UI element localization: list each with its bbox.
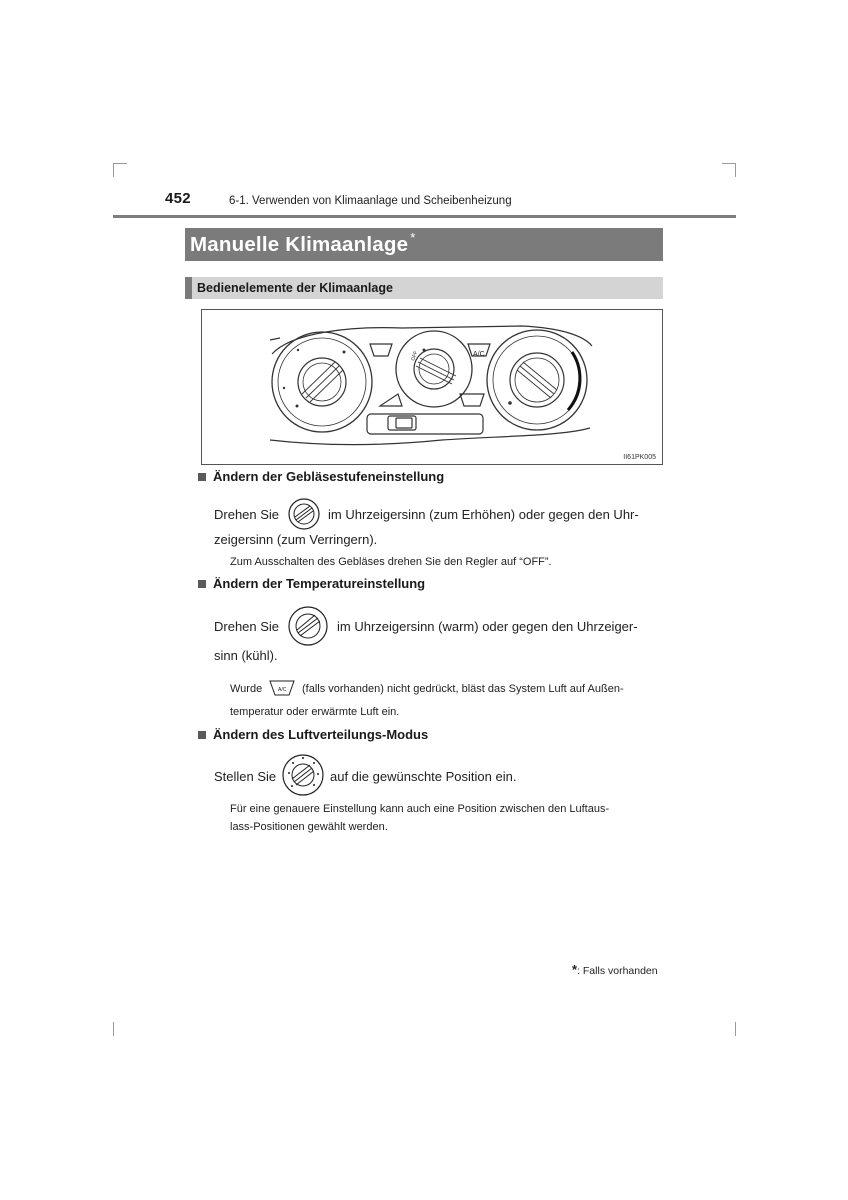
footnote bbox=[572, 962, 658, 977]
temp-note-line2: temperatur oder erwärmte Luft ein. bbox=[230, 706, 400, 718]
header-divider bbox=[113, 215, 736, 218]
ac-icon-label: A/C bbox=[278, 687, 287, 693]
page-title-bar bbox=[185, 228, 663, 261]
bullet-square-icon bbox=[198, 731, 206, 739]
fan-instruction-pre: Drehen Sie bbox=[214, 507, 280, 522]
temperature-heading bbox=[198, 576, 425, 591]
mode-heading bbox=[198, 727, 428, 742]
temp-instruction-pre: Drehen Sie bbox=[214, 619, 280, 634]
temperature-heading-text: Ändern der Temperatureinstellung bbox=[213, 576, 426, 591]
climate-panel-figure bbox=[201, 309, 663, 465]
page-number: 452 bbox=[165, 190, 191, 207]
mode-instruction-post: auf die gewünschte Position ein. bbox=[330, 769, 517, 784]
temp-note-post: (falls vorhanden) nicht gedrückt, bläst das System Luft auf Außen- bbox=[302, 683, 624, 695]
subsection-accent bbox=[185, 277, 192, 299]
page-title: Manuelle Klimaanlage bbox=[190, 232, 409, 256]
ac-button-icon bbox=[268, 679, 296, 697]
figure-code: II61PK005 bbox=[623, 454, 656, 461]
figure-off-label: OFF bbox=[410, 350, 420, 362]
mode-heading-text: Ändern des Luftverteilungs-Modus bbox=[213, 727, 429, 742]
mode-instruction-pre: Stellen Sie bbox=[214, 769, 277, 784]
fan-speed-heading bbox=[198, 469, 444, 484]
temp-instruction-line2: sinn (kühl). bbox=[214, 648, 278, 663]
fan-instruction-line2: zeigersinn (zum Verringern). bbox=[214, 532, 378, 547]
temperature-knob-icon bbox=[287, 605, 329, 647]
temp-note-pre: Wurde bbox=[230, 683, 263, 695]
fan-speed-heading-text: Ändern der Gebläsestufeneinstellung bbox=[213, 469, 445, 484]
fan-instruction-post: im Uhrzeigersinn (zum Erhöhen) oder gegen den Uhr- bbox=[328, 507, 639, 522]
subsection-bar bbox=[185, 277, 663, 299]
section-reference: 6-1. Verwenden von Klimaanlage und Scheibenheizung bbox=[229, 195, 512, 207]
subsection-title: Bedienelemente der Klimaanlage bbox=[197, 281, 393, 295]
figure-ac-label: A/C bbox=[473, 351, 485, 358]
mode-knob-icon bbox=[281, 753, 325, 797]
crop-mark bbox=[113, 1022, 114, 1036]
mode-note-line2: lass-Positionen gewählt werden. bbox=[230, 821, 388, 833]
footnote-star: * bbox=[572, 962, 578, 977]
fan-knob-icon bbox=[287, 497, 321, 531]
bullet-square-icon bbox=[198, 473, 206, 481]
mode-note-line1: Für eine genauere Einstellung kann auch eine Position zwischen den Luftaus- bbox=[230, 803, 610, 815]
temp-instruction-post: im Uhrzeigersinn (warm) oder gegen den Uhrzeiger- bbox=[337, 619, 638, 634]
fan-note: Zum Ausschalten des Gebläses drehen Sie den Regler auf “OFF”. bbox=[230, 556, 552, 568]
crop-mark bbox=[735, 1022, 736, 1036]
crop-mark bbox=[735, 163, 736, 177]
footnote-text: : Falls vorhanden bbox=[577, 965, 658, 977]
crop-mark bbox=[113, 163, 127, 164]
bullet-square-icon bbox=[198, 580, 206, 588]
crop-mark bbox=[113, 163, 114, 177]
title-asterisk: * bbox=[410, 230, 416, 245]
climate-panel-illustration bbox=[202, 310, 662, 464]
crop-mark bbox=[722, 163, 736, 164]
